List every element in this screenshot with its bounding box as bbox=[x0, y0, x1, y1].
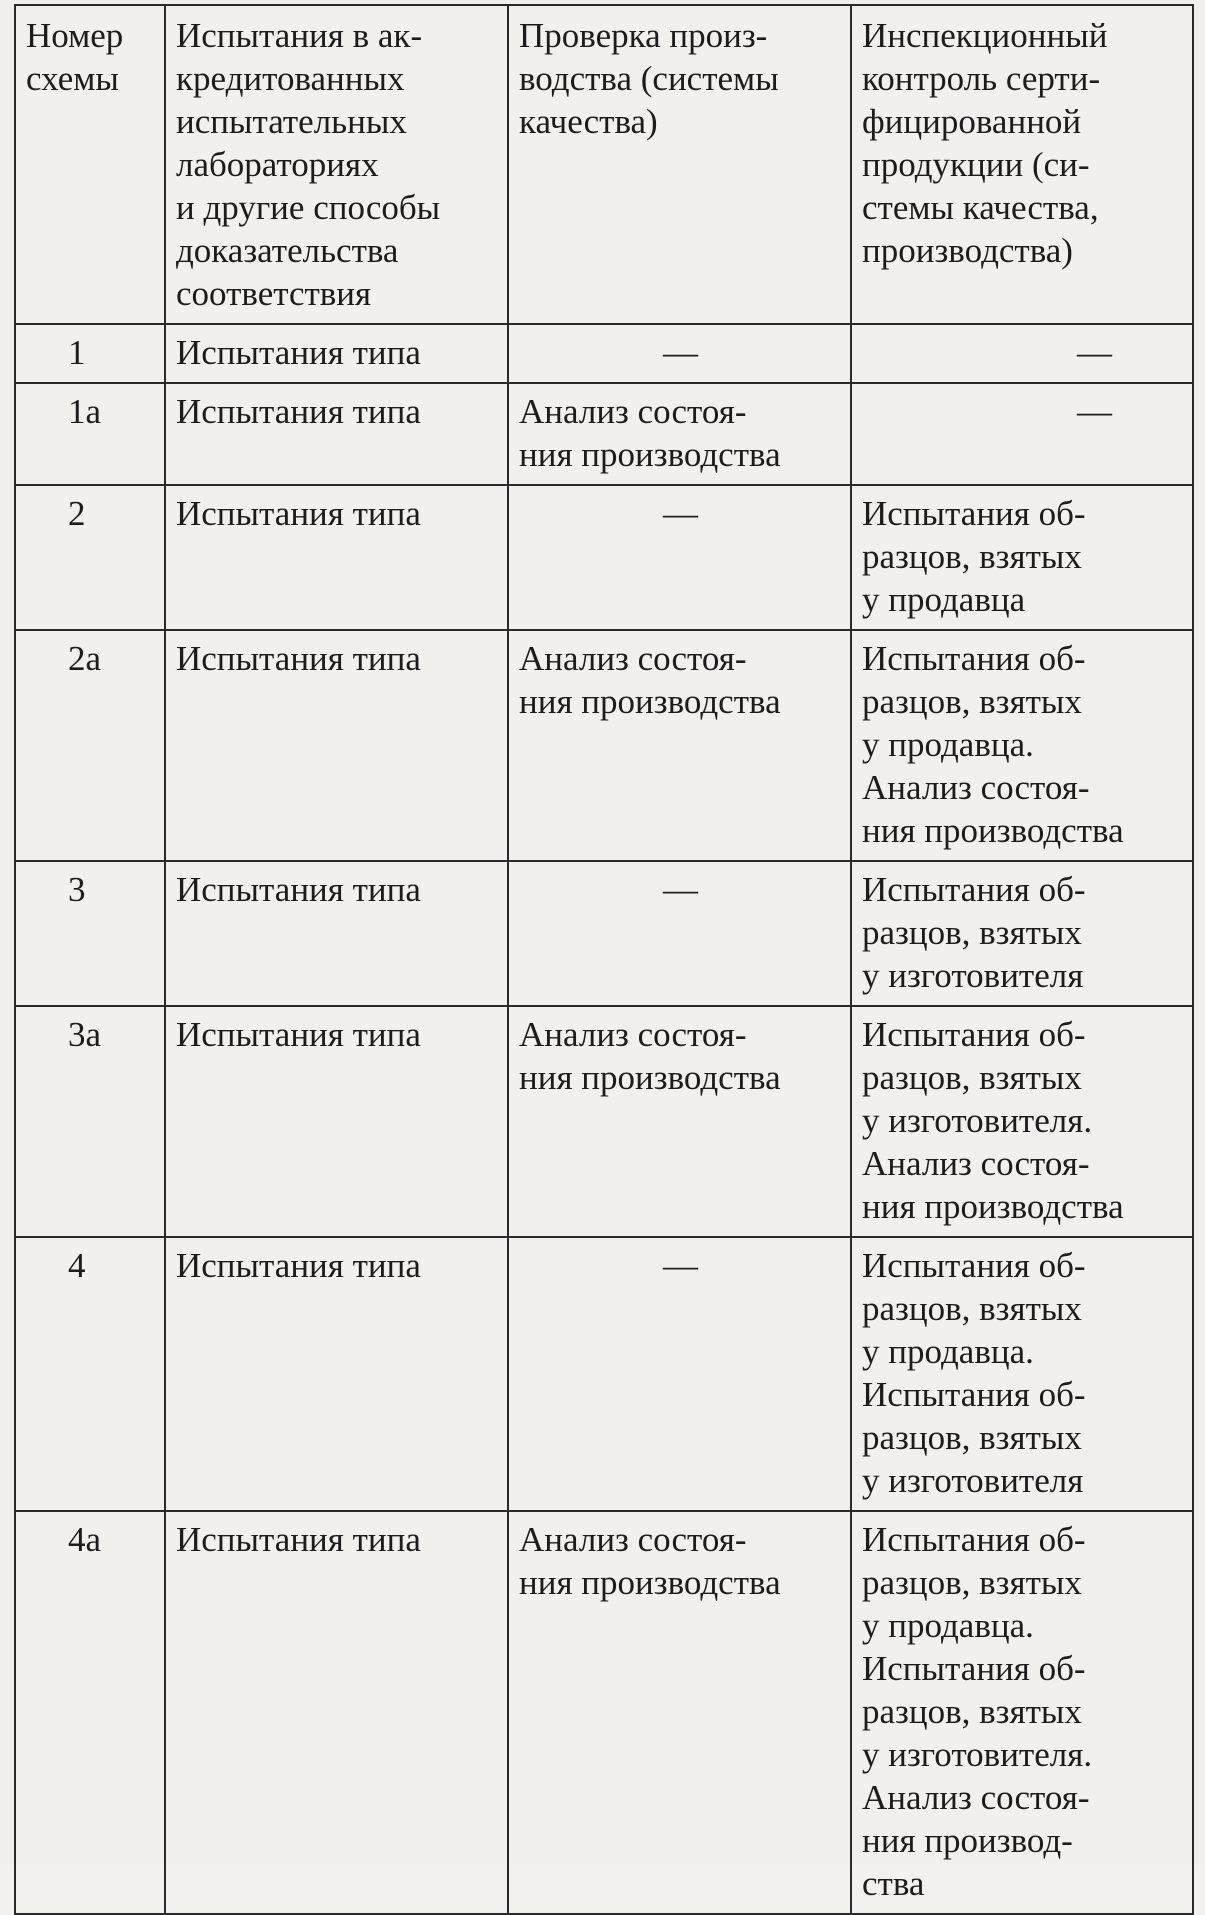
table-row bbox=[15, 324, 1193, 383]
header-line: производства) bbox=[862, 231, 1073, 270]
inspection-cell bbox=[851, 383, 1193, 485]
production-cell bbox=[508, 485, 851, 630]
cell-line: Анализ состоя- bbox=[519, 639, 747, 678]
header-line: Инспекционный bbox=[862, 16, 1108, 55]
production-cell bbox=[508, 324, 851, 383]
inspection-cell bbox=[851, 485, 1193, 630]
inspection-cell bbox=[851, 630, 1193, 861]
cell-line: Анализ состоя- bbox=[519, 1520, 747, 1559]
production-cell bbox=[508, 1237, 851, 1511]
cell-line: Испытания типа bbox=[176, 494, 421, 533]
header-line: Номер bbox=[26, 16, 124, 55]
inspection-cell bbox=[851, 1006, 1193, 1237]
cell-line: Испытания типа bbox=[176, 1520, 421, 1559]
tests-cell bbox=[165, 485, 508, 630]
cell-line: Испытания типа bbox=[176, 639, 421, 678]
header-production-check bbox=[508, 5, 851, 324]
header-scheme-number bbox=[15, 5, 165, 324]
tests-cell bbox=[165, 861, 508, 1006]
cell-line: у продавца. bbox=[862, 1332, 1034, 1371]
tests-cell bbox=[165, 324, 508, 383]
dash-mark: — bbox=[1077, 392, 1112, 431]
header-tests bbox=[165, 5, 508, 324]
header-inspection-control bbox=[851, 5, 1193, 324]
cell-line: ния производства bbox=[519, 1563, 781, 1602]
inspection-cell bbox=[851, 324, 1193, 383]
cell-line: у продавца bbox=[862, 580, 1026, 619]
cell-line: Испытания типа bbox=[176, 1246, 421, 1285]
cell-line: разцов, взятых bbox=[862, 1418, 1082, 1457]
production-cell bbox=[508, 1006, 851, 1237]
header-line: Проверка произ- bbox=[519, 16, 768, 55]
scheme-number-cell: 1 bbox=[15, 324, 165, 383]
scheme-number-cell: 2 bbox=[15, 485, 165, 630]
tests-cell bbox=[165, 1237, 508, 1511]
inspection-cell bbox=[851, 1511, 1193, 1914]
cell-line: разцов, взятых bbox=[862, 682, 1082, 721]
header-line: соответствия bbox=[176, 274, 372, 313]
cell-line: Испытания об- bbox=[862, 1375, 1086, 1414]
inspection-cell bbox=[851, 1237, 1193, 1511]
cell-line: у изготовителя bbox=[862, 1461, 1084, 1500]
header-line: качества) bbox=[519, 102, 658, 141]
cell-line: разцов, взятых bbox=[862, 1563, 1082, 1602]
cell-line: Испытания типа bbox=[176, 870, 421, 909]
table-row bbox=[15, 1006, 1193, 1237]
scheme-number-cell: 4 bbox=[15, 1237, 165, 1511]
header-line: Испытания в ак- bbox=[176, 16, 423, 55]
cell-line: у изготовителя bbox=[862, 956, 1084, 995]
header-line: доказательства bbox=[176, 231, 399, 270]
dash-mark: — bbox=[663, 333, 698, 372]
cell-line: Анализ состоя- bbox=[519, 392, 747, 431]
header-line: фицированной bbox=[862, 102, 1082, 141]
table-row bbox=[15, 1237, 1193, 1511]
cell-line: ния производ- bbox=[862, 1821, 1073, 1860]
cell-line: Анализ состоя- bbox=[519, 1015, 747, 1054]
table-row bbox=[15, 485, 1193, 630]
cell-line: у продавца. bbox=[862, 1606, 1034, 1645]
inspection-cell bbox=[851, 861, 1193, 1006]
header-line: кредитованных bbox=[176, 59, 405, 98]
table-row bbox=[15, 861, 1193, 1006]
cell-line: ния производства bbox=[519, 1058, 781, 1097]
cell-line: Анализ состоя- bbox=[862, 1778, 1090, 1817]
table-row bbox=[15, 383, 1193, 485]
table-header-row bbox=[15, 5, 1193, 324]
production-cell bbox=[508, 1511, 851, 1914]
cell-line: разцов, взятых bbox=[862, 537, 1082, 576]
cell-line: ния производства bbox=[862, 811, 1124, 850]
cell-line: у изготовителя. bbox=[862, 1101, 1093, 1140]
header-line: стемы качества, bbox=[862, 188, 1099, 227]
cell-line: ния производства bbox=[519, 435, 781, 474]
table-row bbox=[15, 630, 1193, 861]
header-line: и другие способы bbox=[176, 188, 441, 227]
cell-line: разцов, взятых bbox=[862, 1289, 1082, 1328]
cell-line: Анализ состоя- bbox=[862, 1144, 1090, 1183]
cell-line: Испытания об- bbox=[862, 1649, 1086, 1688]
cell-line: ния производства bbox=[519, 682, 781, 721]
production-cell bbox=[508, 630, 851, 861]
cell-line: Испытания об- bbox=[862, 639, 1086, 678]
cell-line: Анализ состоя- bbox=[862, 768, 1090, 807]
dash-mark: — bbox=[663, 1246, 698, 1285]
cell-line: ния производства bbox=[862, 1187, 1124, 1226]
cell-line: у продавца. bbox=[862, 725, 1034, 764]
scheme-number-cell: 3а bbox=[15, 1006, 165, 1237]
tests-cell bbox=[165, 1006, 508, 1237]
scheme-number-cell: 2а bbox=[15, 630, 165, 861]
cell-line: Испытания типа bbox=[176, 392, 421, 431]
dash-mark: — bbox=[663, 870, 698, 909]
cell-line: Испытания типа bbox=[176, 1015, 421, 1054]
header-line: продукции (си- bbox=[862, 145, 1090, 184]
tests-cell bbox=[165, 630, 508, 861]
dash-mark: — bbox=[1077, 333, 1112, 372]
header-line: контроль серти- bbox=[862, 59, 1101, 98]
cell-line: Испытания об- bbox=[862, 1520, 1086, 1559]
cell-line: ства bbox=[862, 1864, 925, 1903]
cell-line: Испытания типа bbox=[176, 333, 421, 372]
cell-line: разцов, взятых bbox=[862, 1692, 1082, 1731]
header-line: водства (системы bbox=[519, 59, 779, 98]
header-line: лабораториях bbox=[176, 145, 379, 184]
tests-cell bbox=[165, 1511, 508, 1914]
scheme-number-cell: 4а bbox=[15, 1511, 165, 1914]
header-line: испытательных bbox=[176, 102, 407, 141]
cell-line: разцов, взятых bbox=[862, 1058, 1082, 1097]
table-row bbox=[15, 1511, 1193, 1914]
scheme-number-cell: 1а bbox=[15, 383, 165, 485]
cell-line: Испытания об- bbox=[862, 1246, 1086, 1285]
production-cell bbox=[508, 861, 851, 1006]
certification-schemes-table bbox=[14, 4, 1194, 1915]
cell-line: у изготовителя. bbox=[862, 1735, 1093, 1774]
cell-line: разцов, взятых bbox=[862, 913, 1082, 952]
cell-line: Испытания об- bbox=[862, 870, 1086, 909]
production-cell bbox=[508, 383, 851, 485]
tests-cell bbox=[165, 383, 508, 485]
cell-line: Испытания об- bbox=[862, 494, 1086, 533]
dash-mark: — bbox=[663, 494, 698, 533]
header-line: схемы bbox=[26, 59, 119, 98]
scheme-number-cell: 3 bbox=[15, 861, 165, 1006]
cell-line: Испытания об- bbox=[862, 1015, 1086, 1054]
